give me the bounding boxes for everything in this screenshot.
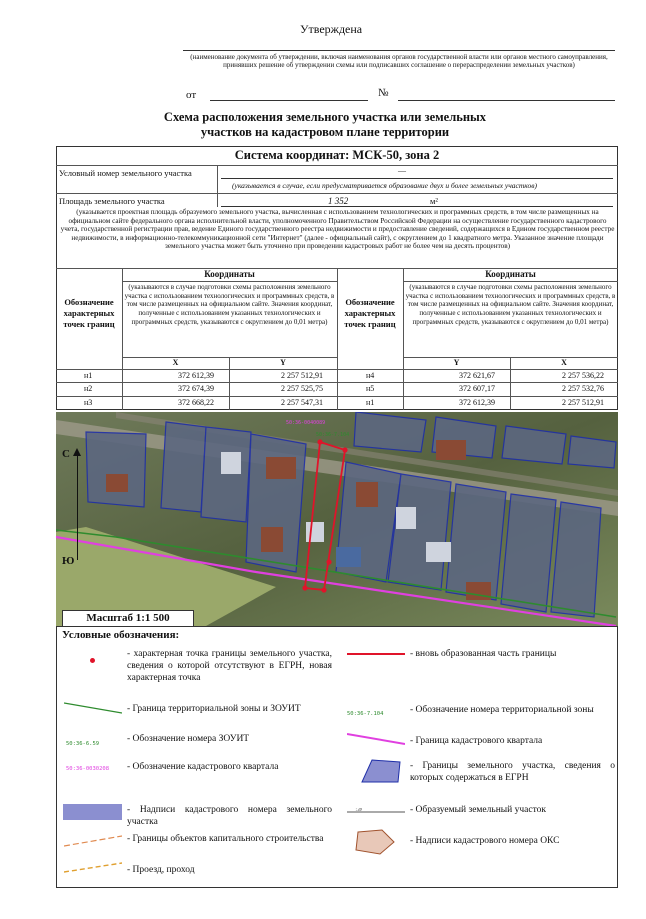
- table-row-x: 372 612,39: [459, 398, 495, 407]
- table-row-y: 2 257 512,91: [281, 371, 323, 380]
- table-row-pt: н5: [366, 384, 375, 393]
- zone-number-sample: 50:36-7.104: [347, 711, 384, 717]
- table-row-pt: н2: [84, 384, 93, 393]
- parcel-label-sample-icon: [63, 804, 122, 820]
- conditional-number-value: —: [398, 166, 406, 175]
- table-row-x: 372 612,39: [178, 371, 214, 380]
- table-row-x: 372 668,22: [178, 398, 214, 407]
- y-header-left: Y: [280, 358, 286, 367]
- legend-item-red-point: - характерная точка границы земельного участка, сведения о которой отсутствуют в ЕГРН, новая характерная точка: [127, 649, 332, 683]
- driveway-icon: [64, 860, 122, 874]
- legend-item-parcel-boundary: - Границы земельного участка, сведения о которых содержаться в ЕГРН: [410, 761, 615, 783]
- legend-item-new-parcel: - Образуемый земельный участок: [410, 805, 546, 815]
- col-divider: [122, 268, 123, 410]
- row-divider: [56, 382, 618, 383]
- table-row-pt: н3: [84, 398, 93, 407]
- row-divider: [56, 369, 618, 370]
- conditional-number-label: Условный номер земельного участка: [59, 168, 192, 178]
- new-boundary-icon: [347, 653, 405, 655]
- table-row-x: 372 607,17: [459, 384, 495, 393]
- col-divider: [337, 268, 338, 410]
- number-label: №: [378, 87, 389, 99]
- compass-arrow-head-icon: [73, 448, 81, 456]
- legend-title: Условные обозначения:: [62, 629, 180, 641]
- date-line: [210, 100, 368, 101]
- from-label: от: [186, 89, 197, 101]
- table-row-y: 2 257 547,31: [281, 398, 323, 407]
- coords-note-left: (указываются в случае подготовки схемы расположения земельного участка с использованием технологических и программных средств, в том числе размещенных на официальном сайте. Значения координат, полученные с использованием указанных технологических и программных средств, указываются с округлением до 0,01 метра): [124, 283, 335, 326]
- row-divider: [56, 165, 618, 166]
- legend-item-zouit-number: - Обозначение номера ЗОУИТ: [127, 734, 250, 744]
- coords-note-right: (указываются в случае подготовки схемы расположения земельного участка с использованием технологических и программных средств, в том числе размещенных на официальном сайте. Значения координат, полученные с использованием указанных технологических и программных средств, указываются с округлением до 0,01 метра): [405, 283, 616, 326]
- point-header-left: Обозначение характерных точек границ: [63, 297, 115, 329]
- legend-item-zone-boundary: - Граница территориальной зоны и ЗОУИТ: [127, 704, 301, 714]
- row-divider: [56, 193, 618, 194]
- x-header-right: Y: [453, 358, 460, 367]
- cadastral-map: [56, 412, 618, 626]
- building-boundary-icon: [64, 834, 122, 848]
- compass-south: Ю: [62, 555, 75, 567]
- coords-header-right: Координаты: [485, 269, 536, 279]
- compass-arrow-icon: [77, 452, 78, 560]
- oks-label-icon: [352, 828, 398, 856]
- col-divider: [217, 193, 218, 207]
- legend-item-zone-number: - Обозначение номера территориальной зоны: [410, 705, 594, 715]
- conditional-note: (указывается в случае, если предусматривается образование двух и более земельных участков): [232, 181, 538, 190]
- legend-item-driveway: - Проезд, проход: [127, 865, 195, 875]
- point-header-right: Обозначение характерных точек границ: [344, 297, 396, 329]
- table-row-x: 372 621,67: [459, 371, 495, 380]
- quarter-boundary-icon: [347, 733, 405, 745]
- x-header-left: X: [172, 358, 179, 367]
- legend-item-new-boundary: - вновь образованная часть границы: [410, 649, 557, 659]
- area-value: 1 352: [328, 196, 349, 206]
- number-line: [398, 100, 615, 101]
- approval-doc-line: [183, 50, 615, 51]
- table-row-pt: н1: [84, 371, 93, 380]
- svg-text::ЗУ: :ЗУ: [355, 808, 363, 812]
- zone-boundary-icon: [64, 702, 122, 714]
- table-row-x: 372 674,39: [178, 384, 214, 393]
- col-divider: [217, 165, 218, 193]
- zouit-number-sample: 50:36-6.59: [66, 741, 100, 747]
- new-parcel-icon: [347, 808, 405, 816]
- scale-label: Масштаб 1:1 500: [62, 610, 194, 627]
- table-row-y: 2 257 532,76: [562, 384, 604, 393]
- page-title: [150, 110, 500, 140]
- area-label: Площадь земельного участка: [59, 196, 165, 206]
- title-line-1: Схема расположения земельного участка или земельных: [163, 110, 487, 124]
- row-divider: [56, 396, 618, 397]
- conditional-number-line: [221, 178, 613, 179]
- col-divider: [403, 268, 404, 410]
- row-divider: [403, 281, 618, 282]
- table-row-y: 2 257 525,75: [281, 384, 323, 393]
- area-unit: м²: [430, 196, 438, 206]
- compass-north: С: [62, 448, 70, 460]
- quarter-label-on-map: 50:36-0040089: [286, 420, 326, 426]
- table-row-y: 2 257 536,22: [562, 371, 604, 380]
- title-line-2: участков на кадастровом плане территории: [200, 125, 450, 139]
- coords-header-left: Координаты: [204, 269, 255, 279]
- legend-item-oks-label: - Надписи кадастрового номера ОКС: [410, 836, 560, 846]
- table-row-y: 2 257 512,91: [562, 398, 604, 407]
- table-row-pt: н1: [366, 398, 375, 407]
- table-row-pt: н4: [366, 371, 375, 380]
- legend-item-quarter-label: - Обозначение кадастрового квартала: [127, 762, 279, 772]
- coordinate-system-title: Система координат: МСК-50, зона 2: [234, 148, 440, 162]
- zone-label-on-map: 50:36-7.104: [316, 432, 350, 438]
- approved-label: Утверждена: [300, 22, 363, 36]
- legend-item-quarter-boundary: - Граница кадастрового квартала: [410, 736, 543, 746]
- legend-item-parcel-label: - Надписи кадастрового номера земельного участка: [127, 805, 332, 827]
- row-divider: [122, 281, 337, 282]
- parcel-boundary-icon: [360, 758, 402, 784]
- area-note: (указывается проектная площадь образуемого земельного участка, вычисленная с использованием технологических и программных средств, в том числе размещенных на официальном сайте федерального органа исполнительной власти, уполномоченного Правительством Российской Федерации на осуществление государственного кадастрового учета, государственной регистрации прав, ведение Единого государственного реестра недвижимости и предоставление сведений, содержащихся в Едином государственном реестре недвижимости, в информационно-телекоммуникационной сети "Интернет" (далее - официальный сайт), с округлением до 1 квадратного метра. Указанное значение площади земельного участка может быть уточнено при проведении кадастровых работ не более чем на десять процентов): [60, 208, 615, 251]
- red-point-icon: [90, 658, 95, 663]
- legend-item-building-boundary: - Границы объектов капитального строительства: [127, 834, 324, 844]
- approval-note: (наименование документа об утверждении, включая наименования органов государственной власти или органов местного самоуправления, принявших решение об утверждении схемы или подписавших соглашение о перераспределении земельных участков): [190, 53, 608, 69]
- y-header-right: X: [561, 358, 567, 367]
- quarter-label-sample: 50:36-0030208: [66, 766, 110, 772]
- area-line: [221, 206, 613, 207]
